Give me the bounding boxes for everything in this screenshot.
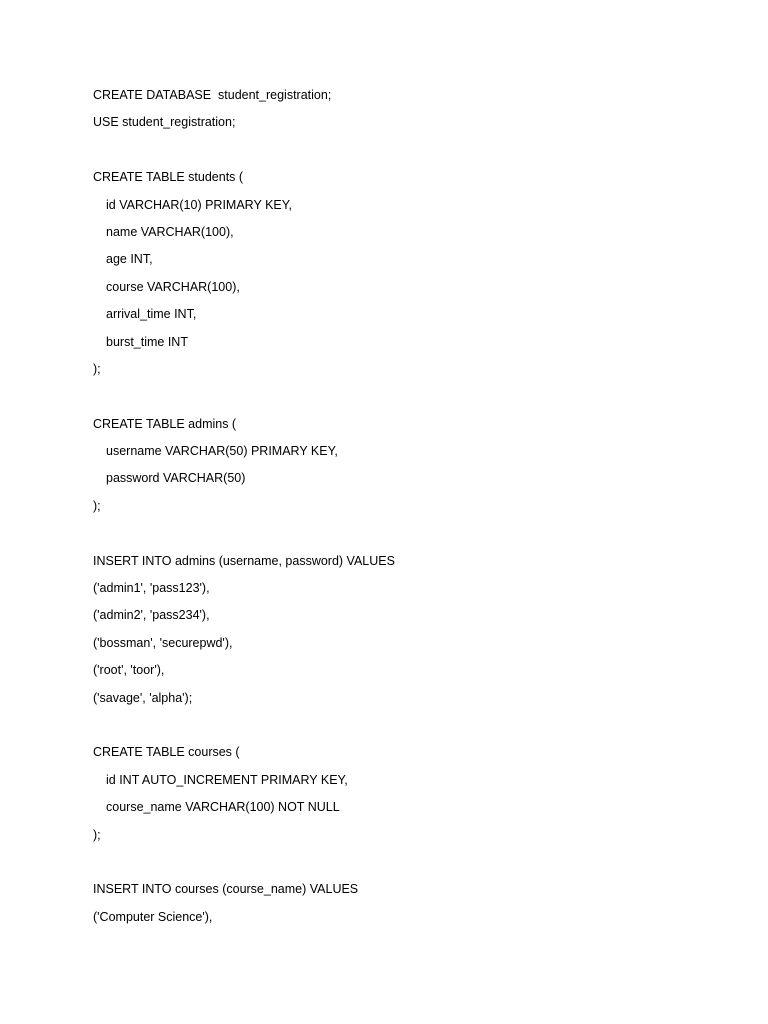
document-body	[93, 82, 733, 931]
sql-line-students-name: name VARCHAR(100),	[106, 224, 234, 239]
blank-line	[93, 712, 733, 739]
sql-line-insert-courses: INSERT INTO courses (course_name) VALUES	[93, 882, 359, 897]
sql-line-create-students: CREATE TABLE students (	[93, 170, 244, 185]
sql-line-admins-password: password VARCHAR(50)	[106, 471, 246, 486]
sql-line-courses-course-name: course_name VARCHAR(100) NOT NULL	[106, 800, 340, 815]
blank-line	[93, 383, 733, 410]
sql-line-course-row: ('Computer Science'),	[93, 909, 213, 924]
sql-line-courses-id: id INT AUTO_INCREMENT PRIMARY KEY,	[106, 772, 348, 787]
sql-line-insert-admins: INSERT INTO admins (username, password) VALUES	[93, 553, 395, 568]
sql-line-create-admins: CREATE TABLE admins (	[93, 416, 237, 431]
sql-line-students-burst-time: burst_time INT	[106, 334, 188, 349]
sql-line-create-database: CREATE DATABASE student_registration;	[93, 88, 332, 102]
sql-line-students-id: id VARCHAR(10) PRIMARY KEY,	[106, 197, 292, 212]
blank-line	[93, 520, 733, 547]
sql-line-use-database: USE student_registration;	[93, 115, 236, 130]
sql-line-students-course: course VARCHAR(100),	[106, 279, 240, 294]
sql-line-close-students: );	[93, 361, 101, 376]
blank-line	[93, 137, 733, 164]
sql-line-admin-row: ('bossman', 'securepwd'),	[93, 635, 233, 650]
sql-line-admin-row: ('admin1', 'pass123'),	[93, 581, 210, 596]
sql-line-students-age: age INT,	[106, 252, 153, 267]
blank-line	[93, 849, 733, 876]
sql-line-admin-row: ('root', 'toor'),	[93, 663, 165, 678]
sql-line-close-courses: );	[93, 827, 101, 842]
sql-line-students-arrival-time: arrival_time INT,	[106, 307, 197, 322]
sql-line-admin-row: ('admin2', 'pass234'),	[93, 608, 210, 623]
sql-line-admins-username: username VARCHAR(50) PRIMARY KEY,	[106, 444, 338, 459]
sql-line-admin-row: ('savage', 'alpha');	[93, 690, 193, 705]
sql-line-close-admins: );	[93, 498, 101, 513]
sql-line-create-courses: CREATE TABLE courses (	[93, 745, 240, 760]
